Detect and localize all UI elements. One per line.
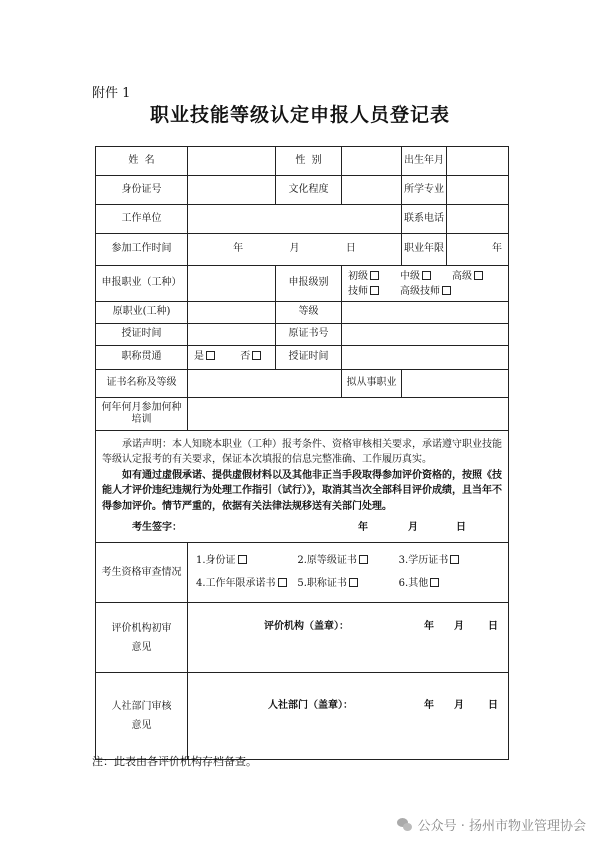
hr-opinion[interactable] bbox=[188, 673, 509, 760]
label-review: 考生资格审查情况 bbox=[96, 543, 188, 603]
work-start-day: 日 bbox=[345, 243, 356, 255]
label-apply-level: 申报级别 bbox=[276, 266, 342, 302]
label-birth: 出生年月 bbox=[402, 147, 447, 176]
label-major: 所学专业 bbox=[402, 176, 447, 205]
promise-warning: 如有通过虚假承诺、提供虚假材料以及其他非正当手段取得参加评价资格的，按照《技能人才评价违纪违规行为处理工作指引（试行）》，取消其当次全部科目评价成绩，且当年不得参加评价。情节严重的，依据有关法律法规移送有关部门处理。 bbox=[102, 469, 502, 512]
label-employer: 工作单位 bbox=[96, 205, 188, 234]
label-cert-time-2: 授证时间 bbox=[276, 346, 342, 370]
level-option-senior-technician[interactable]: 高级技师 bbox=[400, 284, 504, 299]
label-orig-job: 原职业(工种) bbox=[96, 302, 188, 324]
review-item-education[interactable]: 3.学历证书 bbox=[399, 555, 500, 568]
input-phone[interactable] bbox=[447, 205, 509, 234]
level-option-technician[interactable]: 技师 bbox=[348, 284, 400, 299]
label-name: 姓 名 bbox=[96, 147, 188, 176]
input-cert-name-level[interactable] bbox=[188, 370, 342, 398]
watermark bbox=[397, 815, 586, 834]
form-title: 职业技能等级认定申报人员登记表 bbox=[149, 104, 450, 126]
label-cert-name-level: 证书名称及等级 bbox=[96, 370, 188, 398]
review-checklist bbox=[188, 543, 509, 603]
hr-month: 月 bbox=[454, 699, 464, 711]
option-yes[interactable]: 是 bbox=[194, 351, 215, 362]
promise-month: 月 bbox=[408, 522, 418, 534]
input-intended-job[interactable] bbox=[402, 370, 509, 398]
checkbox-icon[interactable] bbox=[359, 555, 368, 564]
checkbox-icon[interactable] bbox=[430, 578, 439, 587]
label-grade: 等级 bbox=[276, 302, 342, 324]
label-gender: 性 别 bbox=[276, 147, 342, 176]
checkbox-icon[interactable] bbox=[422, 271, 431, 280]
input-birth[interactable] bbox=[447, 147, 509, 176]
wechat-icon bbox=[397, 818, 413, 832]
input-orig-cert-no[interactable] bbox=[342, 324, 509, 346]
promise-day: 日 bbox=[456, 522, 466, 534]
checkbox-icon[interactable] bbox=[450, 555, 459, 564]
apply-level-options bbox=[342, 266, 509, 302]
input-major[interactable] bbox=[447, 176, 509, 205]
input-gender[interactable] bbox=[342, 147, 402, 176]
hr-year: 年 bbox=[424, 699, 434, 711]
label-orig-cert-no: 原证书号 bbox=[276, 324, 342, 346]
label-phone: 联系电话 bbox=[402, 205, 447, 234]
checkbox-icon[interactable] bbox=[278, 578, 287, 587]
checkbox-icon[interactable] bbox=[442, 286, 451, 295]
review-item-orig-cert[interactable]: 2.原等级证书 bbox=[297, 555, 398, 568]
work-start-month: 月 bbox=[289, 243, 300, 255]
input-career-years[interactable] bbox=[447, 234, 509, 266]
label-cert-time: 授证时间 bbox=[96, 324, 188, 346]
promise-section bbox=[96, 431, 509, 543]
input-education[interactable] bbox=[342, 176, 402, 205]
hr-sign-label: 人社部门（盖章）： bbox=[268, 699, 353, 711]
footer-note: 注：此表由各评价机构存档备查。 bbox=[92, 755, 257, 768]
eval-day: 日 bbox=[488, 621, 498, 632]
option-no[interactable]: 否 bbox=[240, 351, 261, 362]
label-title-link: 职称贯通 bbox=[96, 346, 188, 370]
input-work-start[interactable] bbox=[188, 234, 402, 266]
career-years-unit: 年 bbox=[492, 243, 502, 255]
review-item-work-years[interactable]: 4.工作年限承诺书 bbox=[196, 578, 297, 591]
review-item-id-card[interactable]: 1.身份证 bbox=[196, 555, 297, 568]
input-grade[interactable] bbox=[342, 302, 509, 324]
input-orig-job[interactable] bbox=[188, 302, 276, 324]
work-start-year: 年 bbox=[233, 243, 244, 255]
title-link-options bbox=[188, 346, 276, 370]
checkbox-icon[interactable] bbox=[349, 578, 358, 587]
label-work-start: 参加工作时间 bbox=[96, 234, 188, 266]
level-option-junior[interactable]: 初级 bbox=[348, 269, 400, 284]
promise-year: 年 bbox=[358, 522, 368, 534]
label-hr: 人社部门审核意见 bbox=[96, 673, 188, 760]
label-eval: 评价机构初审意见 bbox=[96, 603, 188, 673]
hr-day: 日 bbox=[488, 699, 498, 711]
review-item-title-cert[interactable]: 5.职称证书 bbox=[297, 578, 398, 591]
input-apply-job[interactable] bbox=[188, 266, 276, 302]
annex-label: 附件 1 bbox=[92, 86, 131, 101]
input-cert-time[interactable] bbox=[188, 324, 276, 346]
checkbox-icon[interactable] bbox=[474, 271, 483, 280]
eval-opinion[interactable] bbox=[188, 603, 509, 673]
input-name[interactable] bbox=[188, 147, 276, 176]
eval-sign-label: 评价机构（盖章）： bbox=[264, 621, 349, 632]
review-item-other[interactable]: 6.其他 bbox=[399, 578, 500, 591]
promise-text: 承诺声明：本人知晓本职业（工种）报考条件、资格审核相关要求，承诺遵守职业技能等级认定报考的有关要求，保证本次填报的信息完整准确、工作履历真实。 bbox=[102, 438, 502, 466]
label-apply-job: 申报职业（工种） bbox=[96, 266, 188, 302]
label-id-card: 身份证号 bbox=[96, 176, 188, 205]
candidate-sign-label: 考生签字： bbox=[132, 522, 182, 534]
eval-month: 月 bbox=[454, 621, 464, 632]
checkbox-icon[interactable] bbox=[252, 351, 261, 360]
label-education: 文化程度 bbox=[276, 176, 342, 205]
input-id-card[interactable] bbox=[188, 176, 276, 205]
level-option-middle[interactable]: 中级 bbox=[400, 269, 452, 284]
input-training[interactable] bbox=[188, 398, 509, 431]
label-intended-job: 拟从事职业 bbox=[342, 370, 402, 398]
checkbox-icon[interactable] bbox=[238, 555, 247, 564]
input-cert-time-2[interactable] bbox=[342, 346, 509, 370]
watermark-text: 公众号 · 扬州市物业管理协会 bbox=[417, 819, 586, 834]
label-career-years: 职业年限 bbox=[402, 234, 447, 266]
checkbox-icon[interactable] bbox=[370, 271, 379, 280]
label-training: 何年何月参加何种培训 bbox=[96, 398, 188, 431]
checkbox-icon[interactable] bbox=[370, 286, 379, 295]
level-option-senior[interactable]: 高级 bbox=[452, 269, 504, 284]
eval-year: 年 bbox=[424, 621, 434, 632]
checkbox-icon[interactable] bbox=[206, 351, 215, 360]
registration-form bbox=[95, 146, 509, 760]
input-employer[interactable] bbox=[188, 205, 402, 234]
